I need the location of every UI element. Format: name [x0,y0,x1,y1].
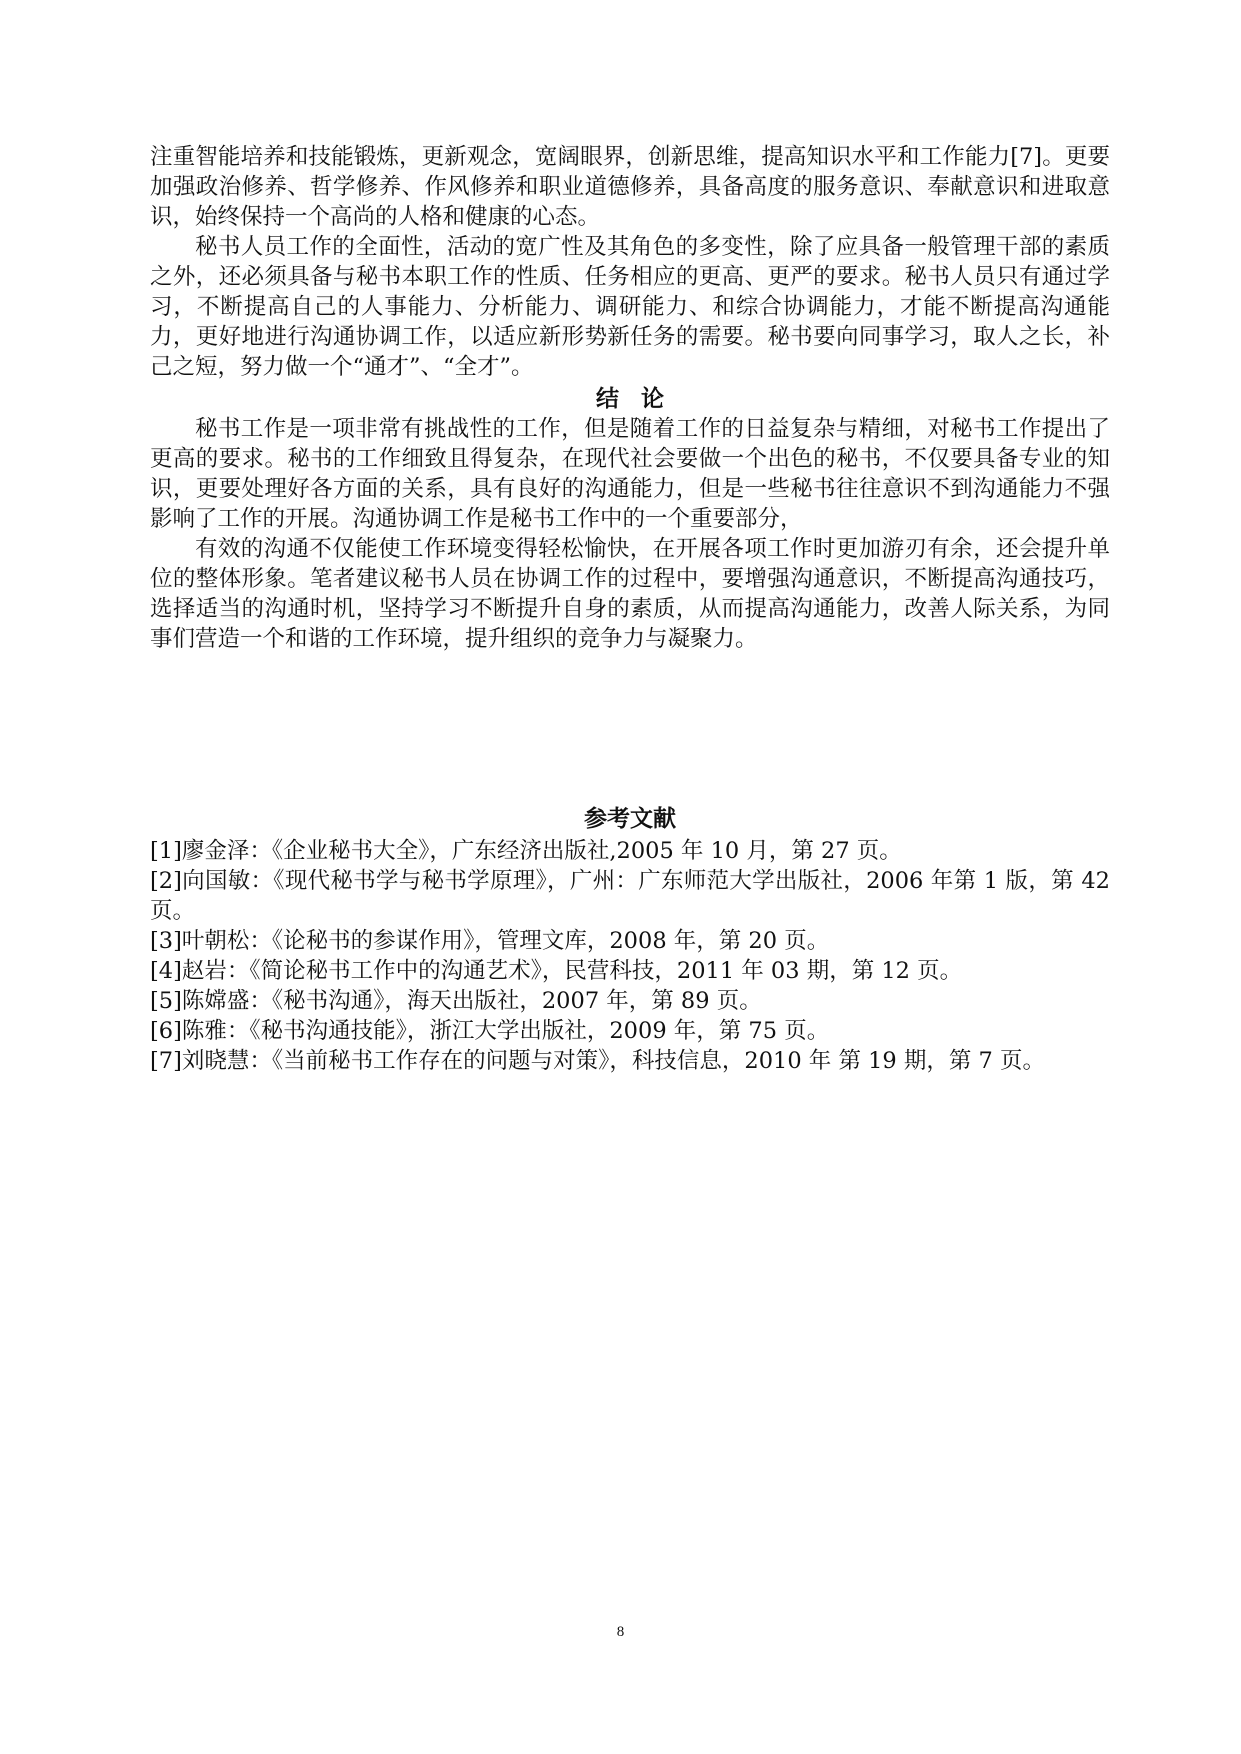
reference-item: [7]刘晓慧：《当前秘书工作存在的问题与对策》，科技信息，2010 年 第 19 期，第 7 页。 [150,1048,1045,1074]
references-list [150,836,1110,1076]
reference-item: [2]向国敏：《现代秘书学与秘书学原理》，广州：广东师范大学出版社，2006 年第 1 版，第 42 页。 [150,868,1110,924]
reference-item: [5]陈嫦盛：《秘书沟通》，海天出版社，2007 年，第 89 页。 [150,988,762,1014]
page-number: 8 [616,1624,625,1640]
reference-item: [4]赵岩：《简论秘书工作中的沟通艺术》，民营科技，2011 年 03 期，第 12 页。 [150,958,963,984]
document-page [150,142,1110,1076]
reference-item: [6]陈雅：《秘书沟通技能》，浙江大学出版社，2009 年，第 75 页。 [150,1018,830,1044]
conclusion-paragraph: 秘书工作是一项非常有挑战性的工作，但是随着工作的日益复杂与精细，对秘书工作提出了更高的要求。秘书的工作细致且得复杂，在现代社会要做一个出色的秘书，不仅要具备专业的知识，更要处理好各方面的关系，具有良好的沟通能力，但是一些秘书往往意识不到沟通能力不强影响了工作的开展。沟通协调工作是秘书工作中的一个重要部分， [150,416,1110,532]
reference-item: [1]廖金泽：《企业秘书大全》，广东经济出版社,2005 年 10 月，第 27 页。 [150,838,902,864]
references-heading: 参考文献 [584,806,676,832]
body-paragraph: 注重智能培养和技能锻炼，更新观念，宽阔眼界，创新思维，提高知识水平和工作能力[7]。更要加强政治修养、哲学修养、作风修养和职业道德修养，具备高度的服务意识、奉献意识和进取意识，始终保持一个高尚的人格和健康的心态。 [150,144,1110,230]
conclusion-paragraph: 有效的沟通不仅能使工作环境变得轻松愉快，在开展各项工作时更加游刃有余，还会提升单位的整体形象。笔者建议秘书人员在协调工作的过程中，要增强沟通意识，不断提高沟通技巧，选择适当的沟通时机，坚持学习不断提升自身的素质，从而提高沟通能力，改善人际关系，为同事们营造一个和谐的工作环境，提升组织的竞争力与凝聚力。 [150,536,1110,652]
reference-item: [3]叶朝松：《论秘书的参谋作用》，管理文库，2008 年，第 20 页。 [150,928,830,954]
body-paragraph: 秘书人员工作的全面性，活动的宽广性及其角色的多变性，除了应具备一般管理干部的素质之外，还必须具备与秘书本职工作的性质、任务相应的更高、更严的要求。秘书人员只有通过学习，不断提高自己的人事能力、分析能力、调研能力、和综合协调能力，才能不断提高沟通能力，更好地进行沟通协调工作，以适应新形势新任务的需要。秘书要向同事学习，取人之长，补己之短，努力做一个“通才”、“全才”。 [150,234,1110,380]
conclusion-heading: 结论 [596,386,686,412]
